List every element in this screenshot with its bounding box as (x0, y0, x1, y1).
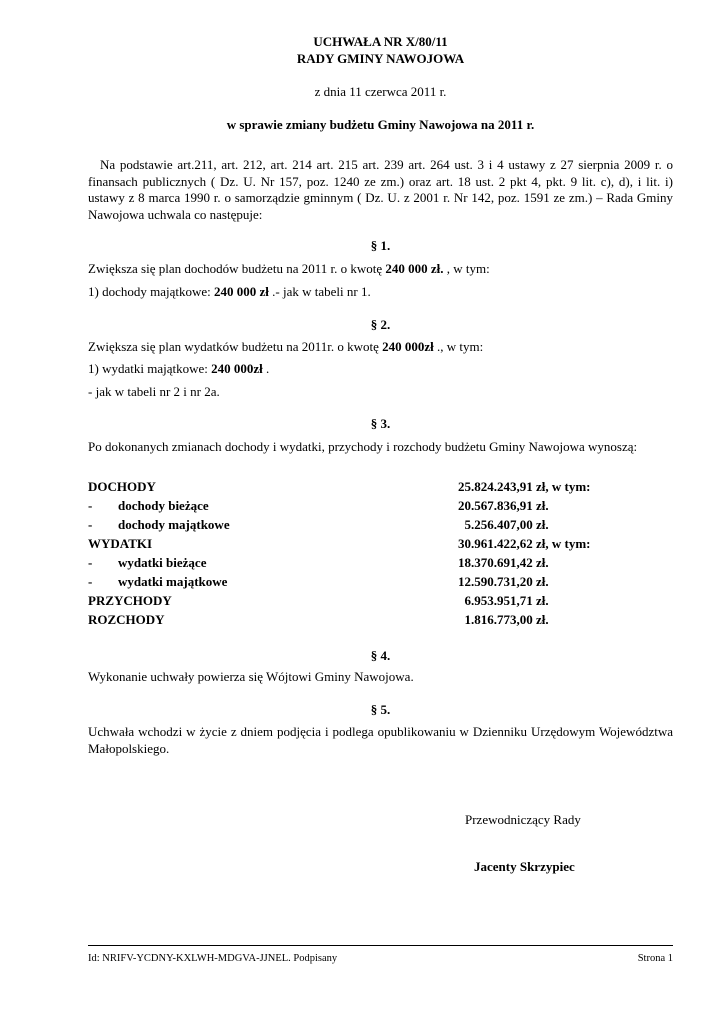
section-5-text: Uchwała wchodzi w życie z dniem podjęcia i podlega opublikowaniu w Dzienniku Urzędowym Województwa Małopolskiego. (88, 724, 673, 756)
section-2-text-tail: ., w tym: (433, 339, 484, 354)
section-1-text: Zwiększa się plan dochodów budżetu na 2011 r. o kwotę (88, 261, 386, 276)
row-value: 5.256.407,00 zł. (458, 517, 549, 532)
section-4-heading: § 4. (370, 648, 391, 663)
signature-name: Jacenty Skrzypiec (474, 859, 575, 874)
page-number: Strona 1 (637, 953, 673, 964)
section-2-text: Zwiększa się plan wydatków budżetu na 2011r. o kwotę (88, 339, 383, 354)
resolution-subject: w sprawie zmiany budżetu Gminy Nawojowa na 2011 r. (226, 117, 535, 132)
row-label: dochody majątkowe (118, 517, 230, 532)
row-value: 30.961.422,62 zł, w tym: (458, 536, 591, 551)
section-1-amount: 240 000 zł. (385, 261, 444, 276)
section-2-item-amount: 240 000zł (211, 361, 263, 376)
section-2-line-1 (88, 339, 673, 355)
section-1-text-tail: , w tym: (443, 261, 490, 276)
row-label: ROZCHODY (88, 612, 165, 627)
section-1-line-2 (88, 284, 673, 300)
table-row (88, 535, 673, 553)
table-row (88, 573, 673, 591)
row-dash: - (88, 555, 93, 570)
row-label: wydatki bieżące (118, 555, 207, 570)
section-1-item-tail: .- jak w tabeli nr 1. (268, 284, 371, 299)
table-row (88, 592, 673, 610)
section-1-item-amount: 240 000 zł (214, 284, 269, 299)
table-row (88, 478, 673, 496)
row-value: 12.590.731,20 zł. (458, 574, 549, 589)
section-3-heading: § 3. (370, 416, 391, 431)
section-1-line-1 (88, 261, 673, 277)
row-dash: - (88, 517, 93, 532)
section-2-amount: 240 000zł (382, 339, 434, 354)
row-value: 18.370.691,42 zł. (458, 555, 549, 570)
table-row (88, 516, 673, 534)
row-value: 25.824.243,91 zł, w tym: (458, 479, 591, 494)
document-page (88, 0, 673, 1024)
section-3-intro: Po dokonanych zmianach dochody i wydatki, przychody i rozchody budżetu Gminy Nawojowa wynoszą: (88, 439, 638, 454)
row-label: wydatki majątkowe (118, 574, 228, 589)
resolution-number: UCHWAŁA NR X/80/11 (313, 34, 448, 49)
row-label: WYDATKI (88, 536, 153, 551)
section-2-heading: § 2. (370, 317, 391, 332)
section-1-heading: § 1. (370, 238, 391, 253)
section-2-line-3: - jak w tabeli nr 2 i nr 2a. (88, 384, 220, 399)
preamble: Na podstawie art.211, art. 212, art. 214 art. 215 art. 239 art. 264 ust. 3 i 4 ustawy z 27 sierpnia 2009 r. o finansach publicznych ( Dz. U. Nr 157, poz. 1240 ze zm.) oraz art. 18 ust. 2 pkt 4, pkt. 9 lit. c), d), i lit. i) ustawy z 8 marca 1990 r. o samorządzie gminnym ( Dz. U. z 2001 r. Nr 142, poz. 1591 ze zm.) – Rada Gminy Nawojowa uchwala co następuje: (88, 157, 673, 222)
section-2-item-tail: . (262, 361, 270, 376)
section-2-item-label: 1) wydatki majątkowe: (88, 361, 212, 376)
table-row (88, 497, 673, 515)
signature-role: Przewodniczący Rady (465, 812, 581, 827)
row-label: PRZYCHODY (88, 593, 172, 608)
row-label: DOCHODY (88, 479, 156, 494)
row-value: 6.953.951,71 zł. (458, 593, 549, 608)
section-5-heading: § 5. (370, 702, 391, 717)
row-value: 20.567.836,91 zł. (458, 498, 549, 513)
footer-divider (88, 945, 673, 946)
row-value: 1.816.773,00 zł. (458, 612, 549, 627)
section-2-line-2 (88, 361, 673, 377)
council-name: RADY GMINY NAWOJOWA (296, 51, 465, 66)
table-row (88, 554, 673, 572)
document-id: Id: NRIFV-YCDNY-KXLWH-MDGVA-JJNEL. Podpisany (88, 953, 338, 964)
resolution-date: z dnia 11 czerwca 2011 r. (314, 84, 447, 99)
row-dash: - (88, 498, 93, 513)
row-dash: - (88, 574, 93, 589)
section-4-text: Wykonanie uchwały powierza się Wójtowi Gminy Nawojowa. (88, 669, 414, 684)
table-row (88, 611, 673, 629)
section-1-item-label: 1) dochody majątkowe: (88, 284, 214, 299)
row-label: dochody bieżące (118, 498, 209, 513)
